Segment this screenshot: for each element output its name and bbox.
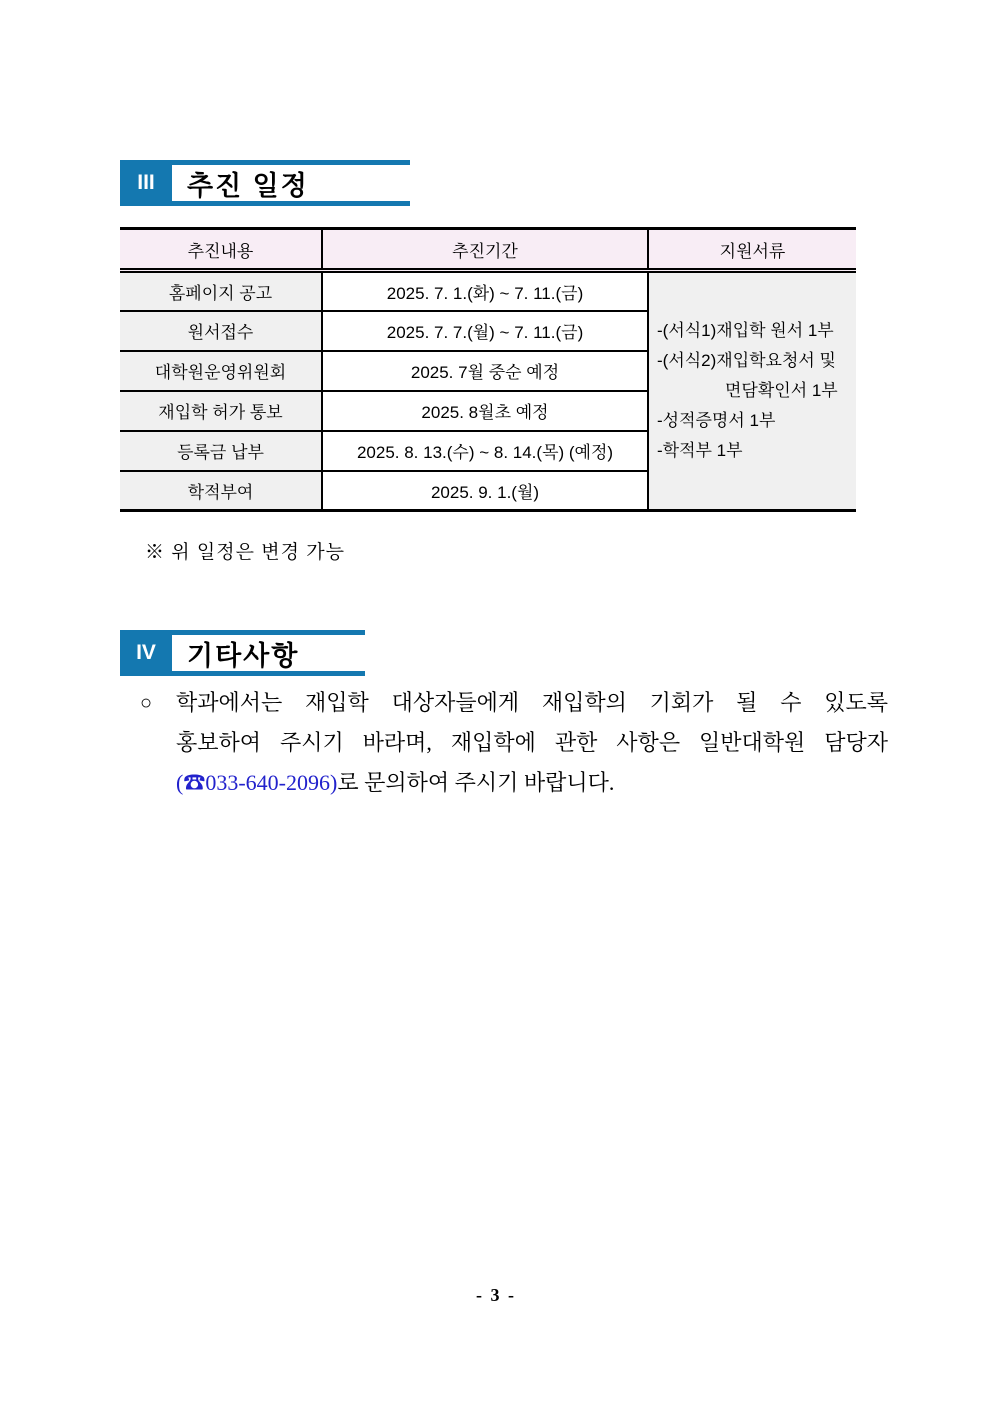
schedule-table: [120, 227, 856, 512]
phone-number: (☎033-640-2096): [176, 770, 338, 795]
section-title: 기타사항: [172, 630, 365, 676]
schedule-change-note: ※ 위 일정은 변경 가능: [145, 542, 345, 563]
section-numeral: IV: [120, 630, 172, 676]
table-header-row: [120, 229, 856, 271]
cell-period: 2025. 7. 1.(화) ~ 7. 11.(금): [322, 271, 648, 311]
table-row: [120, 271, 856, 311]
cell-period: 2025. 9. 1.(월): [322, 471, 648, 511]
cell-documents: [648, 271, 856, 511]
cell-content: 학적부여: [120, 471, 322, 511]
column-header-period: 추진기간: [322, 229, 648, 271]
page-number: - 3 -: [476, 1285, 516, 1305]
paragraph-line: 홍보하여 주시기 바라며, 재입학에 관한 사항은 일반대학원 담당자: [176, 730, 888, 755]
cell-content: 등록금 납부: [120, 431, 322, 471]
section-numeral: III: [120, 160, 172, 206]
misc-paragraph: [140, 683, 888, 803]
cell-content: 홈페이지 공고: [120, 271, 322, 311]
circle-bullet: ○: [140, 692, 153, 714]
section-header-schedule: [120, 160, 410, 206]
paragraph-line: [176, 763, 888, 803]
cell-content: 원서접수: [120, 311, 322, 351]
cell-period: 2025. 7월 중순 예정: [322, 351, 648, 391]
cell-period: 2025. 8. 13.(수) ~ 8. 14.(목) (예정): [322, 431, 648, 471]
column-header-content: 추진내용: [120, 229, 322, 271]
column-header-documents: 지원서류: [648, 229, 856, 271]
cell-period: 2025. 8월초 예정: [322, 391, 648, 431]
document-item: -(서식1)재입학 원서 1부: [657, 321, 834, 340]
cell-content: 재입학 허가 통보: [120, 391, 322, 431]
document-item: -(서식2)재입학요청서 및: [657, 351, 836, 370]
cell-period: 2025. 7. 7.(월) ~ 7. 11.(금): [322, 311, 648, 351]
document-item: -학적부 1부: [657, 441, 743, 460]
document-item: -성적증명서 1부: [657, 411, 776, 430]
paragraph-line-tail: 로 문의하여 주시기 바랍니다.: [337, 770, 615, 795]
paragraph-line: 학과에서는 재입학 대상자들에게 재입학의 기회가 될 수 있도록: [176, 690, 888, 715]
cell-content: 대학원운영위원회: [120, 351, 322, 391]
section-title: 추진 일정: [172, 160, 410, 206]
section-header-misc: [120, 630, 365, 676]
document-item: 면담확인서 1부: [725, 381, 838, 400]
